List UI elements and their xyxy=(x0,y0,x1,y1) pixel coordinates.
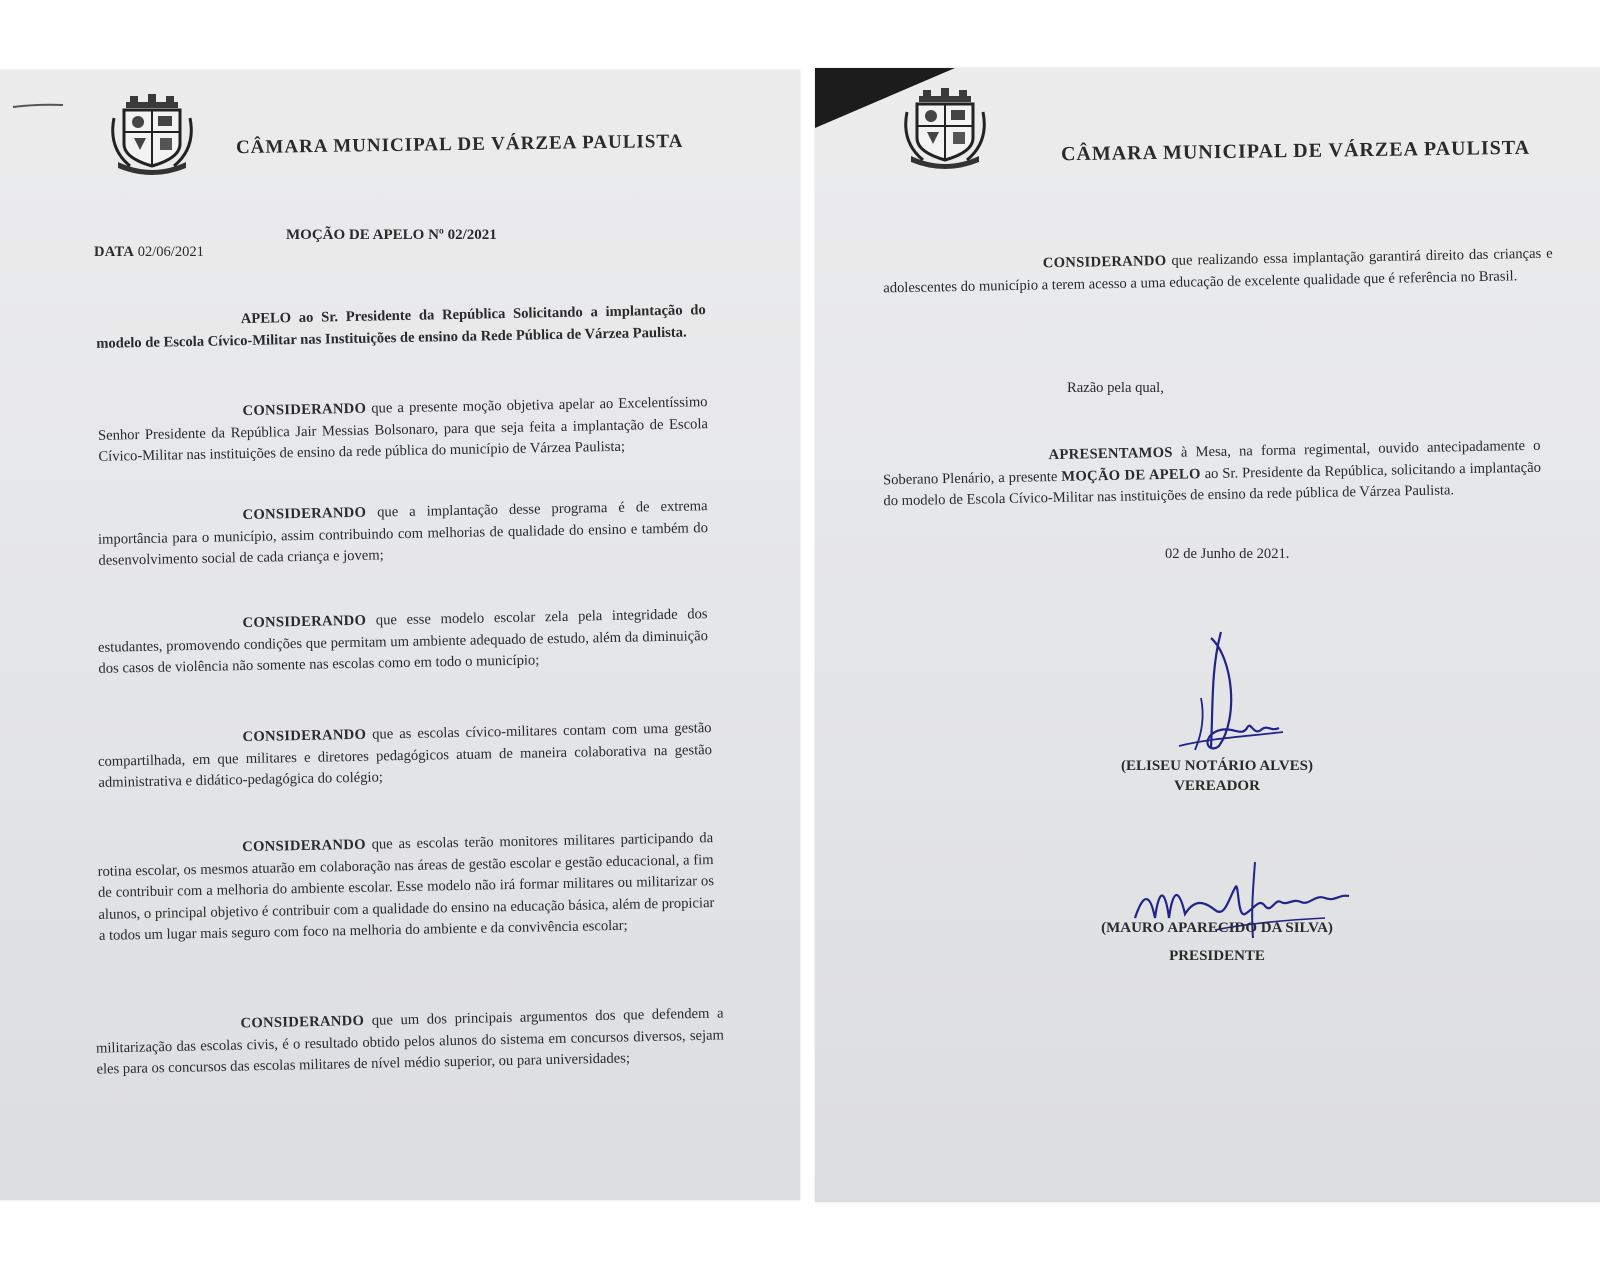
consideration-final xyxy=(883,244,1554,300)
consideration-keyword: CONSIDERANDO xyxy=(242,726,367,746)
consideration-text: que a presente moção objetiva apelar ao Excelentíssimo Senhor Presidente da República Jair Messias Bolsonaro, para que seja feita a implantação de Escola Cívico-Militar nas instituições de ensino da rede pública do município de Várzea Paulista; xyxy=(97,394,709,465)
consideration-text: que as escolas cívico-militares contam com uma gestão compartilhada, em que militares e diretores pedagógicos atuam de maneira colaborativa na gestão administrativa e didático-pedagógica do colégio; xyxy=(97,720,713,791)
presentation-part2: ao Sr. Presidente da República, solicitando a implantação do modelo de Escola Cívico-Militar nas instituições de ensino da rede pública de Várzea Paulista. xyxy=(883,459,1542,510)
signatory-2-role: PRESIDENTE xyxy=(1169,948,1265,964)
reason-text: Razão pela qual, xyxy=(1067,380,1164,396)
motion-title xyxy=(286,225,497,247)
coat-of-arms-icon xyxy=(897,82,993,170)
signatory-2-name: (MAURO APARECIDO DA SILVA) xyxy=(1101,920,1333,936)
consideration-4 xyxy=(97,718,712,794)
chamber-title: CÂMARA MUNICIPAL DE VÁRZEA PAULISTA xyxy=(1060,136,1531,166)
consideration-text: que a implantação desse programa é de extrema importância para o município, assim contribuindo com melhorias de qualidade do ensino e também do desenvolvimento social de cada criança e jovem; xyxy=(97,498,709,569)
date-line-right xyxy=(1165,544,1289,566)
date-line-text: 02 de Junho de 2021. xyxy=(1165,546,1290,562)
consideration-3 xyxy=(97,604,708,680)
appeal-paragraph xyxy=(96,300,707,355)
consideration-keyword: CONSIDERANDO xyxy=(242,504,367,524)
consideration-text: que esse modelo escolar zela pela integridade dos estudantes, promovendo condições que permitam um ambiente adequado de estudo, além da diminuição dos casos de violência não somente nas escolas como em todo o município; xyxy=(97,606,709,677)
presentation-keyword: APRESENTAMOS xyxy=(1048,444,1173,464)
presentation-part1: à Mesa, na forma regimental, ouvido antecipadamente o Soberano Plenário, a presente xyxy=(882,437,1541,488)
consideration-text: que um dos principais argumentos dos que defendem a militarização das escolas civis, é o resultado obtido pelos alunos do sistema em concursos diversos, sejam eles para os concursos das escolas militares de nível médio superior, ou para universidades; xyxy=(95,1005,725,1078)
consideration-6 xyxy=(95,1003,724,1081)
presentation-motion: MOÇÃO DE APELO xyxy=(1061,465,1201,485)
pen-mark xyxy=(12,96,64,102)
consideration-keyword: CONSIDERANDO xyxy=(242,400,367,420)
signature-eliseu xyxy=(1171,628,1291,762)
consideration-keyword: CONSIDERANDO xyxy=(1042,252,1167,272)
signatory-1-role: VEREADOR xyxy=(1174,778,1260,794)
appeal-text: APELO ao Sr. Presidente da República Solicitando a implantação do modelo de Escola Cívico-Militar nas Instituições de ensino da Rede Pública de Várzea Paulista. xyxy=(96,302,706,352)
consideration-1 xyxy=(97,392,708,468)
coat-of-arms-icon xyxy=(104,88,200,176)
date-line xyxy=(94,242,204,264)
date-label: DATA xyxy=(94,244,135,260)
document-page-left xyxy=(0,70,800,1200)
consideration-5 xyxy=(97,828,715,947)
signatory-1-name: (ELISEU NOTÁRIO ALVES) xyxy=(1120,758,1313,774)
date-value: 02/06/2021 xyxy=(137,244,204,260)
consideration-text: que realizando essa implantação garantirá direito das crianças e adolescentes do município a terem acesso a uma educação de excelente qualidade que é referência no Brasil. xyxy=(883,245,1553,296)
consideration-keyword: CONSIDERANDO xyxy=(240,1012,365,1032)
consideration-2 xyxy=(97,496,708,572)
consideration-text: que as escolas terão monitores militares participando da rotina escolar, os mesmos atuarão em colaboração nas áreas de gestão escolar e gestão educacional, a fim de contribuir com a melhoria do ambiente escolar. Esse modelo não irá formar militares ou militarizar os alunos, o principal objetivo é contribuir com a qualidade do ensino na educação básica, além de propiciar a todos um lugar mais seguro com foco na melhoria do ambiente e da convivência escolar; xyxy=(97,830,715,944)
consideration-keyword: CONSIDERANDO xyxy=(242,612,367,632)
presentation-paragraph xyxy=(882,436,1541,513)
motion-title-text: MOÇÃO DE APELO Nº 02/2021 xyxy=(286,227,497,243)
chamber-title: CÂMARA MUNICIPAL DE VÁRZEA PAULISTA xyxy=(235,130,684,159)
reason-line xyxy=(1067,378,1164,400)
document-page-right xyxy=(815,68,1600,1202)
consideration-keyword: CONSIDERANDO xyxy=(242,836,366,856)
